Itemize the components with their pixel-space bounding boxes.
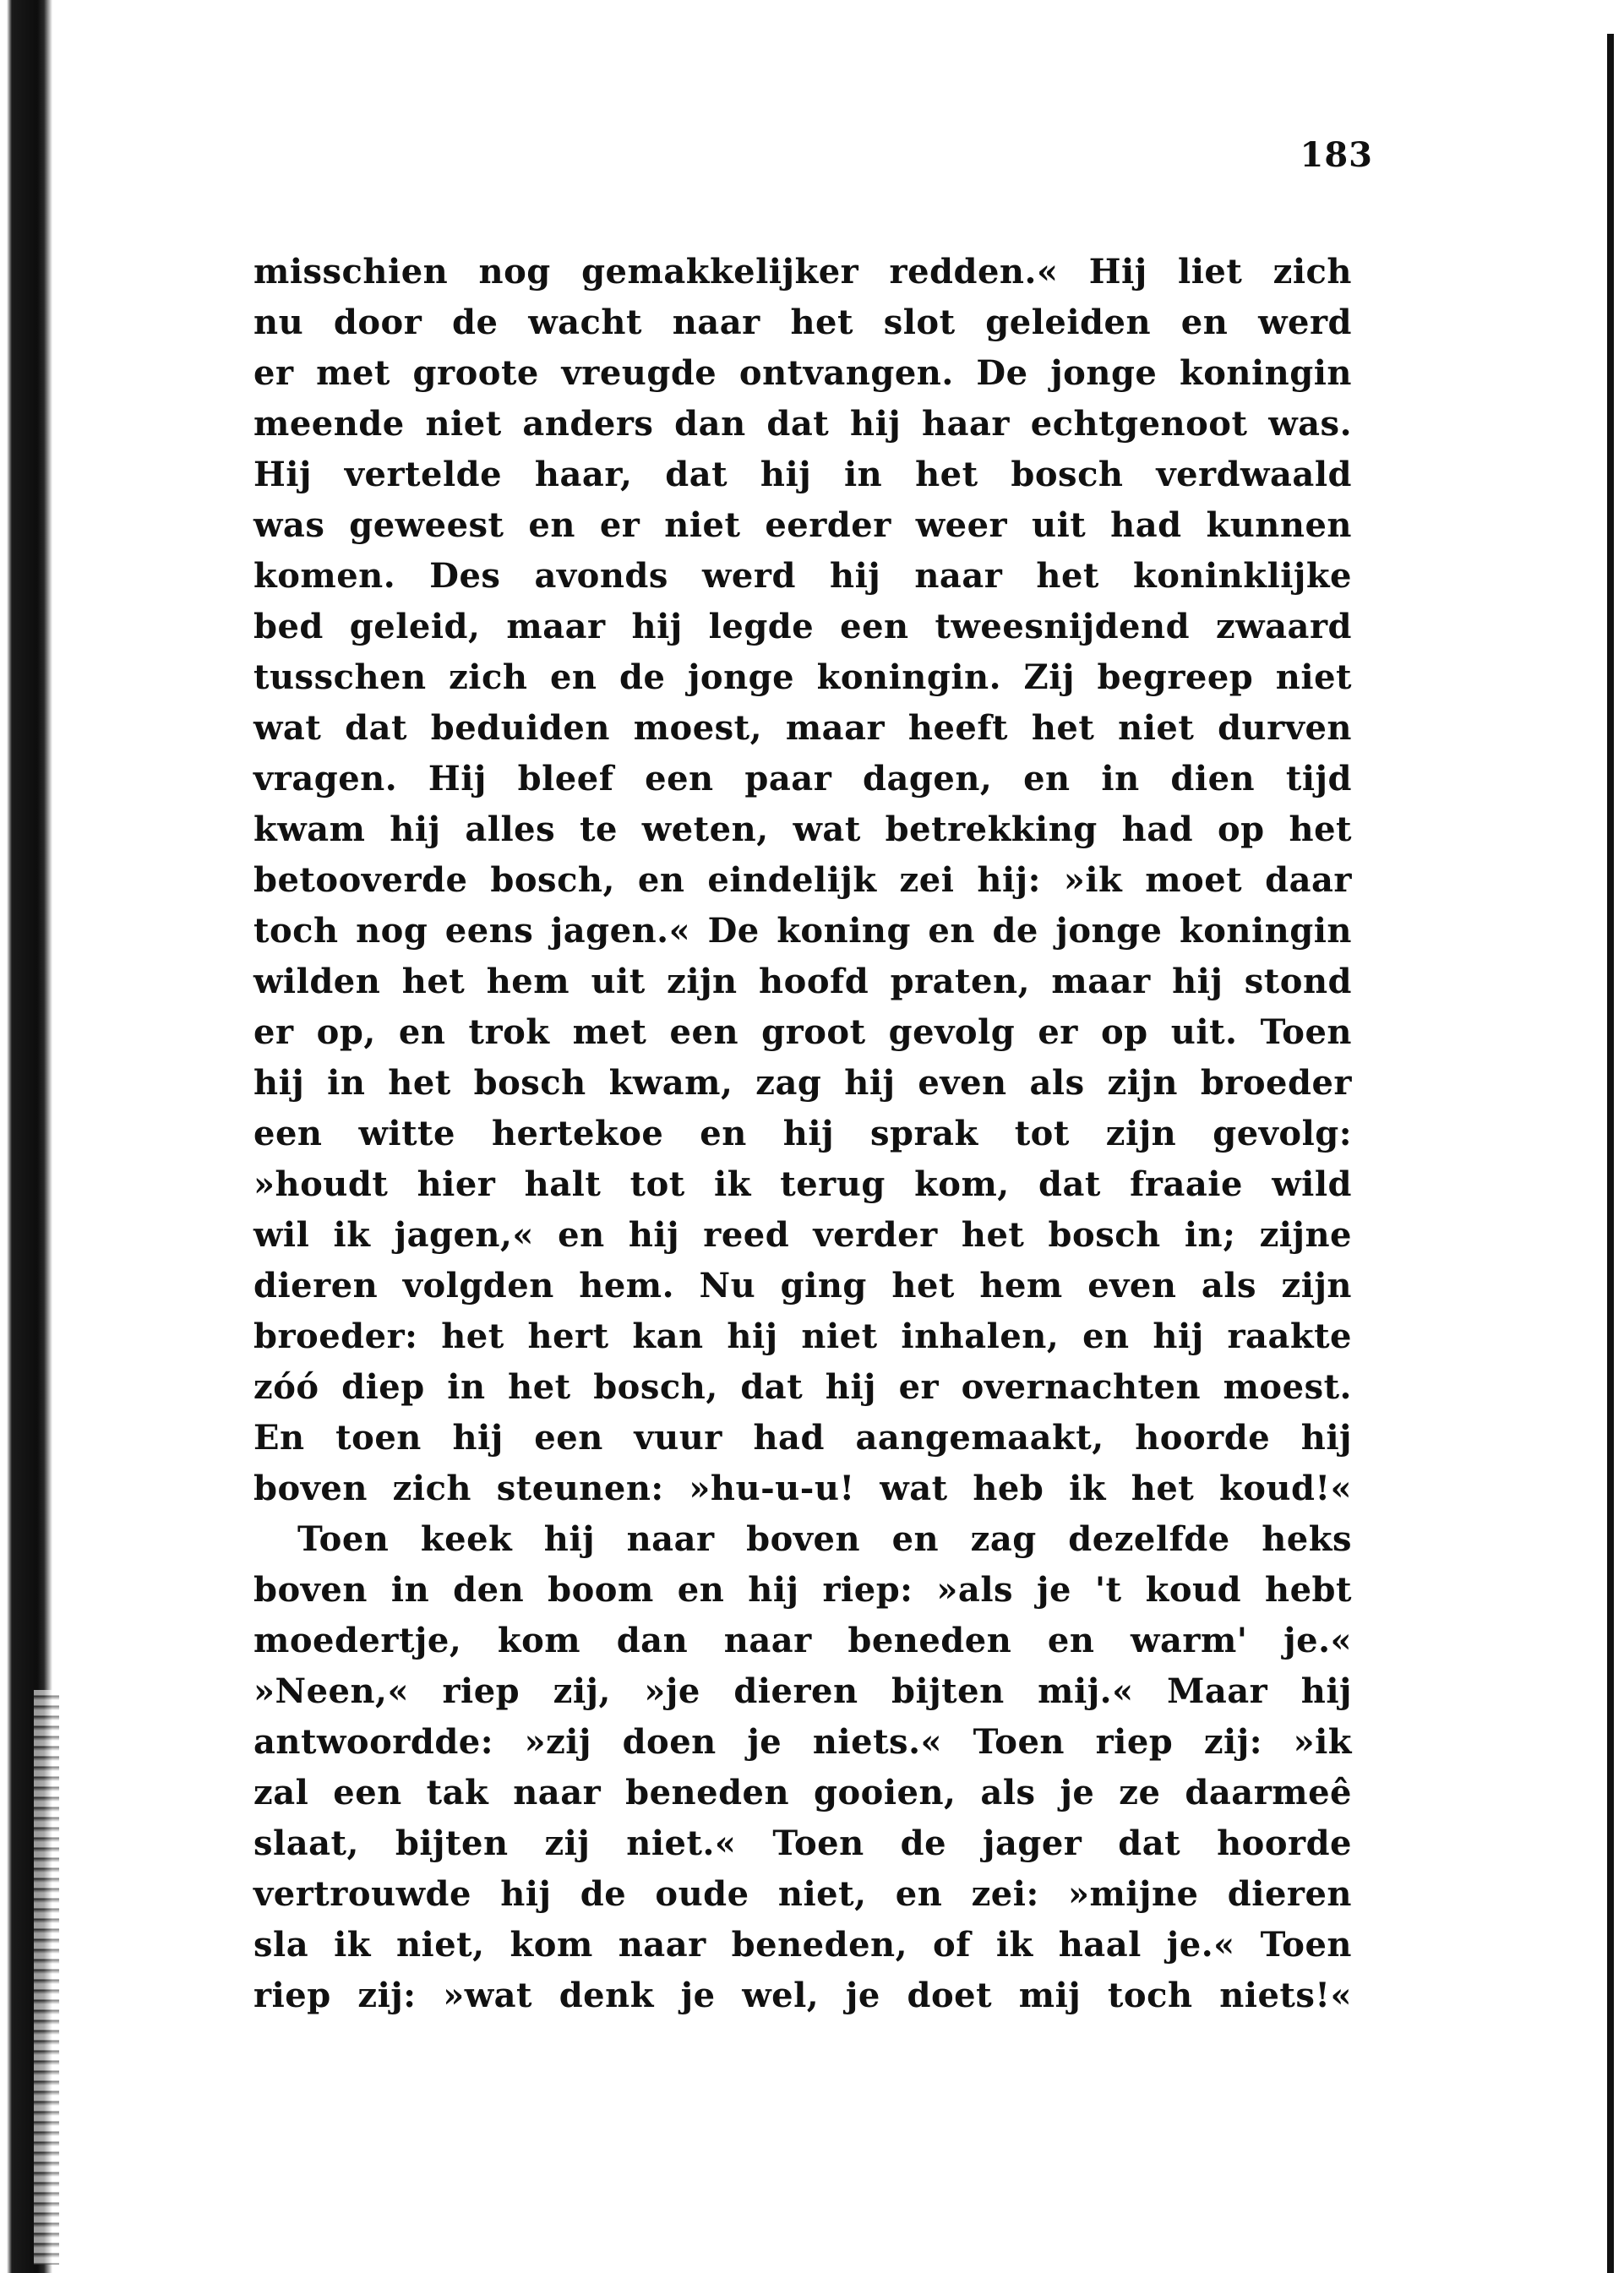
- text-line: En toen hij een vuur had aangemaakt, hoorde hij: [253, 1418, 1352, 1458]
- text-line: wat dat beduiden moest, maar heeft het niet durven: [253, 708, 1352, 748]
- text-line: tusschen zich en de jonge koningin. Zij begreep niet: [253, 657, 1352, 697]
- text-line: meende niet anders dan dat hij haar echtgenoot was.: [253, 404, 1352, 444]
- text-line: vertrouwde hij de oude niet, en zei: »mijne dieren: [253, 1874, 1352, 1914]
- text-line: broeder: het hert kan hij niet inhalen, en hij raakte: [253, 1316, 1352, 1356]
- text-line: »houdt hier halt tot ik terug kom, dat fraaie wild: [253, 1164, 1352, 1204]
- text-line: er met groote vreugde ontvangen. De jonge koningin: [253, 353, 1352, 393]
- text-line: was geweest en er niet eerder weer uit had kunnen: [253, 505, 1352, 545]
- text-line: boven zich steunen: »hu-u-u! wat heb ik het koud!«: [253, 1469, 1352, 1508]
- text-line: misschien nog gemakkelijker redden.« Hij liet zich: [253, 252, 1352, 292]
- text-line: wil ik jagen,« en hij reed verder het bosch in; zijne: [253, 1215, 1352, 1255]
- text-line: betooverde bosch, en eindelijk zei hij: »ik moet daar: [253, 860, 1352, 900]
- text-line: toch nog eens jagen.« De koning en de jonge koningin: [253, 911, 1352, 951]
- text-line: boven in den boom en hij riep: »als je 't koud hebt: [253, 1570, 1352, 1610]
- text-line: moedertje, kom dan naar beneden en warm' je.«: [253, 1621, 1352, 1660]
- text-line: hij in het bosch kwam, zag hij even als zijn broeder: [253, 1063, 1352, 1103]
- text-line: sla ik niet, kom naar beneden, of ik haal je.« Toen: [253, 1925, 1352, 1965]
- text-line: vragen. Hij bleef een paar dagen, en in dien tijd: [253, 759, 1352, 799]
- text-line: er op, en trok met een groot gevolg er op uit. Toen: [253, 1012, 1352, 1052]
- text-line: dieren volgden hem. Nu ging het hem even als zijn: [253, 1266, 1352, 1305]
- text-line: Toen keek hij naar boven en zag dezelfde heks: [297, 1519, 1352, 1559]
- text-line: zal een tak naar beneden gooien, als je ze daarmeê: [253, 1773, 1352, 1812]
- text-line: antwoordde: »zij doen je niets.« Toen riep zij: »ik: [253, 1722, 1352, 1762]
- text-line: bed geleid, maar hij legde een tweesnijdend zwaard: [253, 607, 1352, 646]
- text-line: slaat, bijten zij niet.« Toen de jager dat hoorde: [253, 1823, 1352, 1863]
- scan-speckle: [34, 1690, 59, 2265]
- text-line: riep zij: »wat denk je wel, je doet mij toch niets!«: [253, 1976, 1352, 2015]
- page-edge-rule: [1607, 34, 1614, 2273]
- page-number: 183: [1300, 135, 1373, 175]
- text-line: nu door de wacht naar het slot geleiden en werd: [253, 303, 1352, 342]
- text-line: »Neen,« riep zij, »je dieren bijten mij.« Maar hij: [253, 1671, 1352, 1711]
- text-line: Hij vertelde haar, dat hij in het bosch verdwaald: [253, 455, 1352, 494]
- text-line: een witte hertekoe en hij sprak tot zijn gevolg:: [253, 1114, 1352, 1153]
- text-line: wilden het hem uit zijn hoofd praten, maar hij stond: [253, 962, 1352, 1001]
- text-line: kwam hij alles te weten, wat betrekking had op het: [253, 809, 1352, 849]
- body-text: [253, 247, 1352, 2021]
- text-line: zóó diep in het bosch, dat hij er overnachten moest.: [253, 1367, 1352, 1407]
- text-line: komen. Des avonds werd hij naar het koninklijke: [253, 556, 1352, 596]
